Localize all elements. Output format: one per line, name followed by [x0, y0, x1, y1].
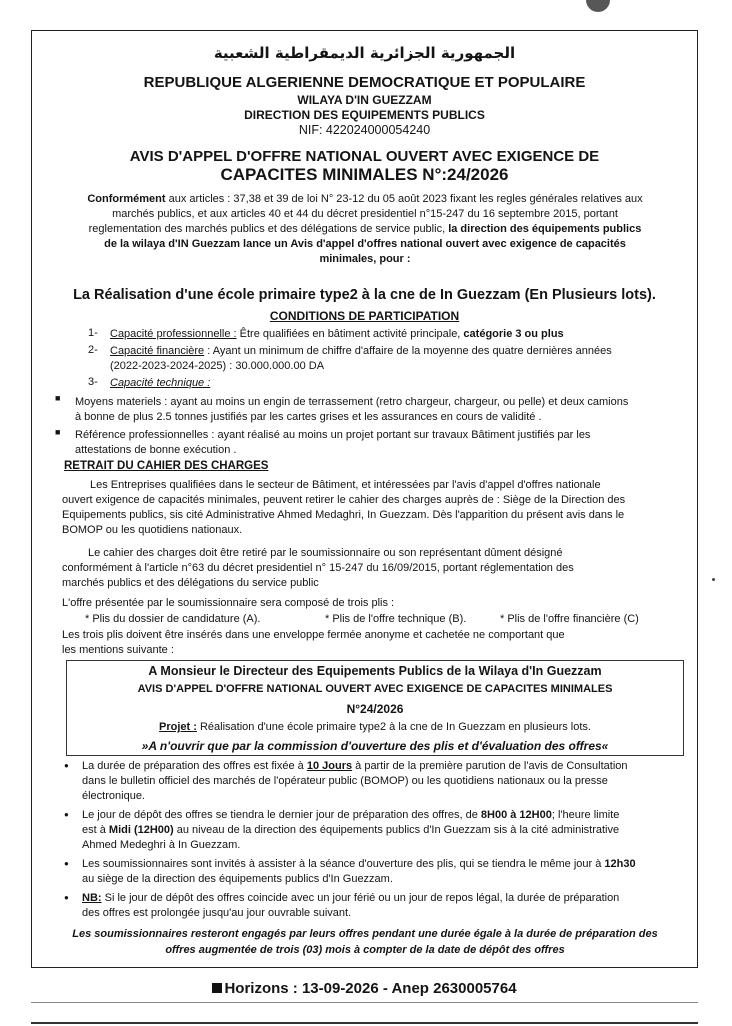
retrait-p2-line1: Le cahier des charges doit être retiré par le soumissionnaire ou son représentant dûment désigné [88, 547, 563, 559]
condition-1-number: 1- [88, 327, 98, 339]
retrait-p1-line1: Les Entreprises qualifiées dans le secteur de Bâtiment, et intéressées par l'avis d'appel d'offres nationale [90, 479, 601, 491]
condition-3-number: 3- [88, 376, 98, 388]
wilaya-line: WILAYA D'IN GUEZZAM [297, 93, 432, 107]
condition-1-text: Être qualifiées en bâtiment activité principale, [236, 328, 464, 340]
note-deposit-midi: Midi (12H00) [108, 824, 174, 836]
note-nb [82, 891, 692, 921]
bullet-icon: ● [64, 859, 69, 868]
nif-line: NIF: 422024000054240 [298, 123, 431, 137]
note-nb-label: NB: [82, 892, 102, 904]
notice-title-line1: AVIS D'APPEL D'OFFRE NATIONAL OUVERT AVEC EXIGENCE DE [129, 148, 600, 165]
condition-3 [110, 376, 210, 391]
note-duration-line3: électronique. [82, 790, 145, 802]
envelope-warning: »A n'ouvrir que par la commission d'ouverture des plis et d'évaluation des offres« [141, 739, 609, 753]
note-deposit-a: Le jour de dépôt des offres se tiendra le dernier jour de préparation des offres, de [82, 809, 481, 821]
envelope-addressee: A Monsieur le Directeur des Equipements Publics de la Wilaya d'In Guezzam [148, 664, 602, 678]
pli-c: * Plis de l'offre financière (C) [500, 613, 639, 625]
bullet-reference [75, 428, 695, 458]
bullet-icon: ■ [55, 427, 61, 437]
intro-line2: marchés publics, et aux articles 40 et 44 du décret presidentiel n°15-247 du 16 septembre 2015, portant [112, 208, 618, 220]
envelope-number: N°24/2026 [346, 702, 404, 716]
note-duration [82, 759, 692, 804]
retrait-p1-line3: Equipements publics, sis cité Administrative Ahmed Medaghri, In Guezzam. Dès l'apparition du présent avis dans le [62, 509, 625, 521]
conditions-title: CONDITIONS DE PARTICIPATION [269, 309, 460, 323]
note-deposit-c: ; l'heure limite [551, 809, 620, 821]
republic-title: REPUBLIQUE ALGERIENNE DEMOCRATIQUE ET POPULAIRE [143, 74, 586, 91]
retrait-title: RETRAIT DU CAHIER DES CHARGES [64, 460, 269, 472]
retrait-paragraph-1 [62, 478, 692, 538]
closing-statement [50, 926, 680, 958]
envelope-project-label: Projet : [159, 721, 197, 733]
pli-a: * Plis du dossier de candidature (A). [85, 613, 261, 625]
note-opening-line2: au siège de la direction des équipements publics d'In Guezzam. [82, 873, 393, 885]
note-duration-c: à partir de la première parution de l'avis de Consultation [352, 760, 628, 772]
condition-2 [110, 344, 690, 374]
bullet-icon: ● [64, 893, 69, 902]
retrait-p2-line2: conformément à l'article n°63 du décret presidentiel n° 15-247 du 16/09/2015, portant réglementation des [62, 562, 574, 574]
envelope-project-text: Réalisation d'une école primaire type2 à la cne de In Guezzam en plusieurs lots. [196, 721, 591, 733]
note-deposit-line2-c: au niveau de la direction des équipements publics d'In Guezzam sis à la cité administrative [173, 824, 620, 836]
condition-1-bold: catégorie 3 ou plus [463, 328, 564, 340]
plis-line2: les mentions suivante : [62, 644, 174, 656]
intro-lead: Conformément [87, 193, 166, 205]
condition-2-text: : Ayant un minimum de chiffre d'affaire de la moyenne des quatre dernières années [204, 345, 612, 357]
intro-line4: de la wilaya d'IN Guezzam lance un Avis d'appel d'offres national ouvert avec exigence de capacités [104, 238, 626, 250]
intro-line5: minimales, pour : [319, 253, 411, 265]
bullet-icon: ■ [55, 393, 61, 403]
plis-line1: Les trois plis doivent être insérés dans une enveloppe fermée anonyme et cachetée ne comportant que [62, 629, 565, 641]
divider [31, 1002, 698, 1003]
bullet-moyens-line2: à bonne de plus 2.5 tonnes justifiés par les cartes grises et les assurances en cours de validité . [75, 411, 542, 423]
condition-2-text2: (2022-2023-2024-2025) : 30.000.000.00 DA [110, 360, 325, 372]
note-opening-time: 12h30 [604, 858, 636, 870]
note-nb-text: Si le jour de dépôt des offres coincide avec un jour férié ou un jour de repos légal, la durée de préparation [101, 892, 620, 904]
arabic-title: الجمهورية الجزائرية الديمقراطية الشعبية [213, 44, 516, 62]
retrait-p2-line3: marchés publics et des délégations du service public [62, 577, 319, 589]
notice-title-line2: CAPACITES MINIMALES N°:24/2026 [220, 165, 509, 184]
bullet-moyens [75, 395, 695, 425]
bullet-reference-line1: Référence professionnelles : ayant réalisé au moins un projet portant sur travaux Bâtiment justifiés par les [75, 429, 591, 441]
note-deposit [82, 808, 692, 853]
bullet-reference-line2: attestations de bonne exécution . [75, 444, 237, 456]
note-deposit-line3: Ahmed Medeghri à In Guezzam. [82, 839, 241, 851]
closing-line1: Les soumissionnaires resteront engagés par leurs offres pendant une durée égale à la durée de préparation des [72, 928, 658, 940]
bullet-icon: ● [64, 761, 69, 770]
intro-line1: aux articles : 37,38 et 39 de loi N° 23-12 du 05 août 2023 fixant les regles générales relatives aux [165, 193, 643, 205]
envelope-project [66, 721, 684, 733]
retrait-p1-line4: BOMOP ou les quotidiens nationaux. [62, 524, 243, 536]
intro-paragraph [70, 192, 660, 267]
bullet-icon: ● [64, 810, 69, 819]
direction-line: DIRECTION DES EQUIPEMENTS PUBLICS [244, 108, 485, 122]
closing-line2: offres augmentée de trois (03) mois à compter de la date de dépôt des offres [165, 944, 565, 956]
note-opening [82, 857, 692, 887]
pli-b: * Plis de l'offre technique (B). [325, 613, 467, 625]
note-duration-a: La durée de préparation des offres est fixée à [82, 760, 307, 772]
condition-2-label: Capacité financière [110, 345, 205, 357]
square-bullet-icon [212, 983, 222, 993]
note-duration-line2: dans le bulletin officiel des marchés de l'opérateur public (BOMOP) ou les quotidiens nationaux ou la presse [82, 775, 608, 787]
note-opening-a: Les soumissionnaires sont invités à assister à la séance d'ouverture des plis, qui se tiendra le même jour à [82, 858, 605, 870]
envelope-title: AVIS D'APPEL D'OFFRE NATIONAL OUVERT AVEC EXIGENCE DE CAPACITES MINIMALES [137, 683, 613, 695]
note-duration-days: 10 Jours [306, 760, 353, 772]
offre-line: L'offre présentée par le soumissionnaire sera composé de trois plis : [62, 597, 395, 609]
bullet-moyens-line1: Moyens materiels : ayant au moins un engin de terrassement (retro chargeur, chargeur, ou pelle) et deux camions [75, 396, 629, 408]
project-title: La Réalisation d'une école primaire type2 à la cne de In Guezzam (En Plusieurs lots). [73, 287, 656, 303]
note-deposit-line2-a: est à [82, 824, 109, 836]
retrait-paragraph-2 [62, 546, 692, 591]
scan-mark [586, 0, 610, 12]
note-deposit-hours: 8H00 à 12H00 [480, 809, 552, 821]
condition-1-label: Capacité professionnelle : [110, 328, 237, 340]
divider [31, 1022, 698, 1024]
intro-line3-bold: la direction des équipements publics [448, 223, 642, 235]
note-nb-line2: des offres est prolongée jusqu'au jour ouvrable suivant. [82, 907, 352, 919]
scan-speck [712, 578, 715, 581]
condition-1 [110, 327, 690, 342]
condition-3-label: Capacité technique : [110, 377, 211, 389]
condition-2-number: 2- [88, 344, 98, 356]
footer-text: Horizons : 13-09-2026 - Anep 2630005764 [224, 980, 517, 997]
plis-instructions [62, 628, 692, 658]
intro-line3: reglementation des marchés publics et des délégations de service public, [88, 223, 449, 235]
footer-publication [31, 980, 698, 997]
retrait-p1-line2: ouvert exigence de capacités minimales, peuvent retirer le cahier des charges auprès de : Siège de la Direction des [62, 494, 626, 506]
